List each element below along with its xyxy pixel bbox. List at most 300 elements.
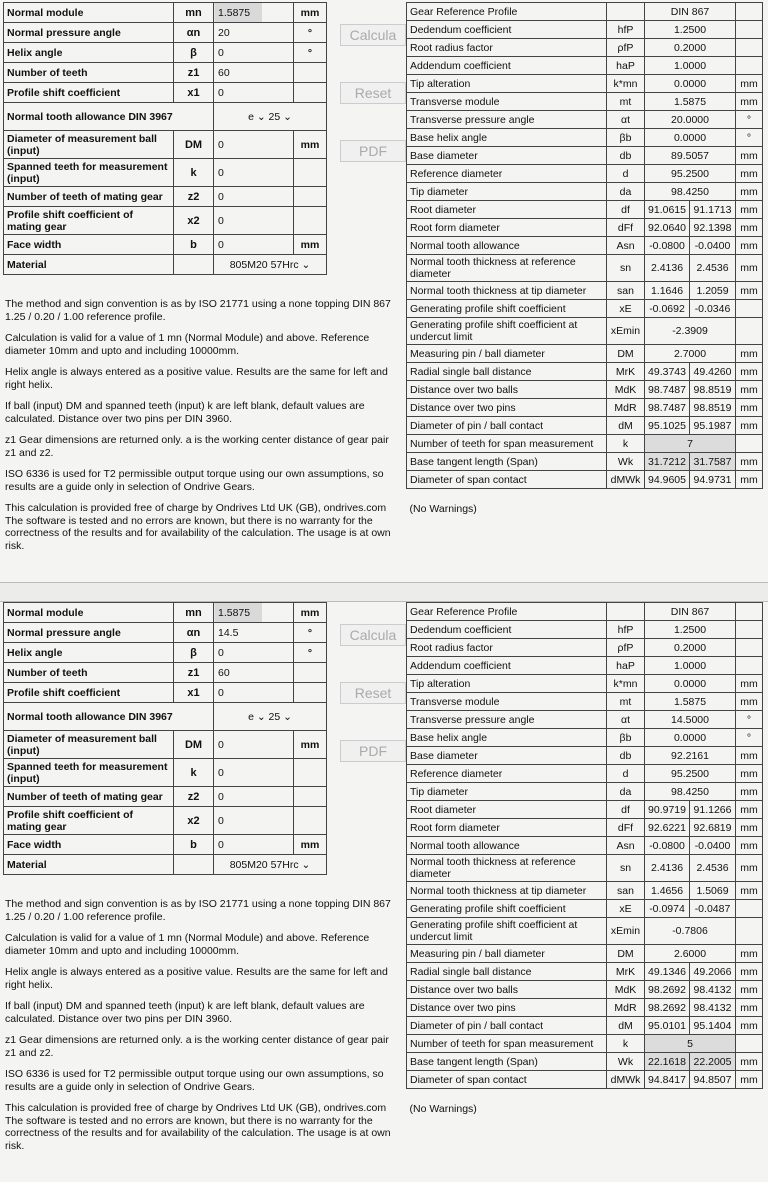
table-row [407,93,763,111]
symbol: san [607,882,645,900]
input-field[interactable]: 0 [214,807,294,835]
result-value-min: -0.0800 [645,237,690,255]
result-label: Normal tooth allowance [407,237,607,255]
unit [736,57,763,75]
result-label: Base diameter [407,747,607,765]
result-value: 20.0000 [645,111,736,129]
unit: mm [736,765,763,783]
field-label: Number of teeth of mating gear [4,787,174,807]
symbol: dFf [607,219,645,237]
symbol: k [607,1035,645,1053]
table-row [407,747,763,765]
table-row [407,945,763,963]
result-value-max: 1.5069 [690,882,736,900]
unit [736,300,763,318]
result-label: Gear Reference Profile [407,3,607,21]
result-value-max: 92.1398 [690,219,736,237]
table-row [407,783,763,801]
symbol: MdR [607,399,645,417]
symbol: xEmin [607,918,645,945]
symbol: x1 [174,683,214,703]
symbol: αt [607,111,645,129]
input-field[interactable]: 0 [214,207,294,235]
unit: mm [736,363,763,381]
result-label: Generating profile shift coefficient [407,900,607,918]
result-value-max: 2.4536 [690,255,736,282]
result-value-max: 31.7587 [690,453,736,471]
symbol: βb [607,129,645,147]
symbol: z1 [174,663,214,683]
tolerance-select[interactable]: e ⌄ 25 ⌄ [214,703,327,731]
unit: mm [736,255,763,282]
symbol: αt [607,711,645,729]
symbol: da [607,783,645,801]
result-value: 95.2500 [645,765,736,783]
table-row [4,235,327,255]
table-row [4,63,327,83]
result-value-max: 98.8519 [690,381,736,399]
result-value-max: 98.4132 [690,981,736,999]
input-field[interactable]: 0 [214,683,294,703]
result-value-min: 94.9605 [645,471,690,489]
table-row [407,1035,763,1053]
calculator-panel-1 [0,0,768,582]
result-label: Tip alteration [407,675,607,693]
unit [736,639,763,657]
symbol: Wk [607,453,645,471]
input-field[interactable]: 0 [214,759,294,787]
results-table [406,2,763,529]
table-row [407,1017,763,1035]
unit [736,318,763,345]
unit: mm [736,75,763,93]
table-row [407,819,763,837]
field-label: Normal tooth allowance DIN 3967 [4,703,214,731]
result-label: Distance over two balls [407,381,607,399]
unit: ° [736,729,763,747]
tolerance-select[interactable]: e ⌄ 25 ⌄ [214,103,327,131]
unit: mm [736,147,763,165]
symbol: DM [174,131,214,159]
input-field[interactable]: 0 [214,835,294,855]
unit: mm [736,201,763,219]
unit [736,621,763,639]
result-value: 1.0000 [645,657,736,675]
unit: mm [736,282,763,300]
result-value: DIN 867 [645,3,736,21]
result-label: Root form diameter [407,819,607,837]
result-value-max: 91.1266 [690,801,736,819]
symbol: MdK [607,381,645,399]
unit: mm [294,3,327,23]
result-label: Reference diameter [407,765,607,783]
table-row [407,963,763,981]
result-value-max: 92.6819 [690,819,736,837]
table-row [407,3,763,21]
result-value: 2.6000 [645,945,736,963]
symbol: mn [174,603,214,623]
input-field[interactable]: 60 [214,63,294,83]
input-field[interactable]: 0 [214,43,294,63]
table-row [4,855,327,875]
result-label: Normal tooth allowance [407,837,607,855]
symbol: hfP [607,621,645,639]
result-value: 2.7000 [645,345,736,363]
result-value-min: 91.0615 [645,201,690,219]
table-row [407,399,763,417]
input-field[interactable]: 14.5 [214,623,294,643]
result-value-min: 1.4656 [645,882,690,900]
result-value-min: -0.0692 [645,300,690,318]
unit [294,683,327,703]
result-label: Root diameter [407,801,607,819]
table-row [4,731,327,759]
unit [736,918,763,945]
table-row [4,131,327,159]
table-row [4,103,327,131]
unit: mm [736,981,763,999]
input-field[interactable]: 1.5875 [214,3,294,23]
field-label: Diameter of measurement ball (input) [4,731,174,759]
table-row [407,300,763,318]
table-row [4,807,327,835]
result-label: Distance over two pins [407,399,607,417]
result-value-min: 2.4136 [645,855,690,882]
field-label: Material [4,255,174,275]
symbol: dMWk [607,471,645,489]
result-label: Number of teeth for span measurement [407,1035,607,1053]
result-label: Normal tooth thickness at tip diameter [407,282,607,300]
result-label: Normal tooth thickness at reference diameter [407,255,607,282]
note: Helix angle is always entered as a positive value. Results are the same for left and right helix. [5,366,388,391]
symbol: βb [607,729,645,747]
note: This calculation is provided free of charge by Ondrives Ltd UK (GB), ondrives.com The software is tested and no errors are known, but there is no warranty for the correctness of the results and for availability of the calculation. The usage is at own risk. [5,1102,391,1152]
result-value-max: 94.8507 [690,1071,736,1089]
input-field[interactable]: 1.5875 [214,603,294,623]
result-value: 92.2161 [645,747,736,765]
unit: mm [736,165,763,183]
result-value-min: -0.0800 [645,837,690,855]
table-row [407,882,763,900]
table-row [407,165,763,183]
result-value: 0.0000 [645,729,736,747]
symbol: MrK [607,363,645,381]
pdf-button[interactable]: PDF [340,740,406,762]
table-row [407,855,763,882]
result-value: -0.7806 [645,918,736,945]
note: z1 Gear dimensions are returned only. a is the working center distance of gear pair z1 and z2. [5,1034,389,1059]
note: ISO 6336 is used for T2 permissible output torque using our own assumptions, so results are a guide only in selection of Ondrive Gears. [5,468,384,493]
unit [294,759,327,787]
unit [736,435,763,453]
symbol: db [607,147,645,165]
field-label: Normal tooth allowance DIN 3967 [4,103,214,131]
result-value: 95.2500 [645,165,736,183]
input-field[interactable]: 0 [214,787,294,807]
table-row [4,159,327,187]
symbol: dMWk [607,1071,645,1089]
table-row [4,83,327,103]
table-row [407,201,763,219]
result-label: Tip diameter [407,183,607,201]
symbol: x2 [174,807,214,835]
result-label: Root form diameter [407,219,607,237]
result-value-max: 98.4132 [690,999,736,1017]
unit: mm [736,93,763,111]
result-label: Transverse pressure angle [407,711,607,729]
unit: mm [294,603,327,623]
result-value: 89.5057 [645,147,736,165]
result-value-max: 2.4536 [690,855,736,882]
result-value-max: 49.2066 [690,963,736,981]
result-label: Root radius factor [407,39,607,57]
input-field[interactable]: 0 [214,83,294,103]
result-label: Normal tooth thickness at tip diameter [407,882,607,900]
unit: mm [736,1071,763,1089]
table-row [407,237,763,255]
symbol: k*mn [607,675,645,693]
input-field[interactable]: 0 [214,643,294,663]
table-row [407,282,763,300]
result-value: 98.4250 [645,783,736,801]
result-label: Diameter of pin / ball contact [407,417,607,435]
result-value-min: 98.7487 [645,381,690,399]
symbol: DM [174,731,214,759]
unit [294,663,327,683]
symbol: d [607,165,645,183]
table-row [407,219,763,237]
result-label: Tip diameter [407,783,607,801]
note: The method and sign convention is as by ISO 21771 using a none topping DIN 867 1.25 / 0.20 / 1.00 reference profile. [5,898,391,923]
unit: mm [736,471,763,489]
page-divider [0,582,768,602]
result-value-min: 92.6221 [645,819,690,837]
material-select[interactable]: 805M20 57Hrc ⌄ [214,255,327,275]
table-row [4,255,327,275]
field-label: Material [4,855,174,875]
unit: mm [736,219,763,237]
table-row [407,918,763,945]
unit: ° [294,643,327,663]
symbol: k [607,435,645,453]
result-label: Generating profile shift coefficient at undercut limit [407,918,607,945]
warnings-text: (No Warnings) [407,489,763,530]
unit [736,1035,763,1053]
table-row [407,111,763,129]
symbol: k [174,159,214,187]
table-row [4,3,327,23]
field-label: Diameter of measurement ball (input) [4,131,174,159]
table-row [407,657,763,675]
unit: mm [736,963,763,981]
unit [294,807,327,835]
result-label: Addendum coefficient [407,657,607,675]
unit: ° [294,23,327,43]
field-label: Profile shift coefficient [4,83,174,103]
result-value-min: 98.2692 [645,981,690,999]
symbol: dM [607,1017,645,1035]
input-field[interactable]: 20 [214,23,294,43]
symbol: xEmin [607,318,645,345]
unit: ° [736,111,763,129]
table-row [4,643,327,663]
table-row [407,183,763,201]
table-row [4,623,327,643]
table-row [407,801,763,819]
result-value-min: 90.9719 [645,801,690,819]
note: Calculation is valid for a value of 1 mn (Normal Module) and above. Reference diameter 10mm and upto and including 10000mm. [5,332,370,357]
result-value: 0.0000 [645,129,736,147]
result-label: Reference diameter [407,165,607,183]
field-label: Helix angle [4,643,174,663]
result-value-min: 94.8417 [645,1071,690,1089]
input-field[interactable]: 0 [214,131,294,159]
unit: mm [736,783,763,801]
symbol: b [174,835,214,855]
symbol: z1 [174,63,214,83]
table-row [407,147,763,165]
result-value: 1.5875 [645,93,736,111]
symbol: haP [607,657,645,675]
symbol: x1 [174,83,214,103]
unit: mm [736,945,763,963]
result-label: Base tangent length (Span) [407,453,607,471]
result-label: Distance over two balls [407,981,607,999]
result-value-max: 98.8519 [690,399,736,417]
result-label: Diameter of pin / ball contact [407,1017,607,1035]
table-row [407,837,763,855]
note: If ball (input) DM and spanned teeth (input) k are left blank, default values are calculated. Distance over two pins per DIN 3960. [5,400,365,425]
symbol: db [607,747,645,765]
reset-button[interactable]: Reset [340,82,406,104]
result-value-min: 95.1025 [645,417,690,435]
results-table [406,602,763,1129]
field-label: Spanned teeth for measurement (input) [4,759,174,787]
unit [294,83,327,103]
symbol: xE [607,900,645,918]
result-value: 1.2500 [645,21,736,39]
result-value-min: 31.7212 [645,453,690,471]
note: Helix angle is always entered as a positive value. Results are the same for left and right helix. [5,966,388,991]
notes-text [5,898,397,1161]
result-label: Base tangent length (Span) [407,1053,607,1071]
input-field[interactable]: 0 [214,235,294,255]
field-label: Profile shift coefficient of mating gear [4,807,174,835]
table-row [4,703,327,731]
input-field[interactable]: 60 [214,663,294,683]
field-label: Number of teeth [4,63,174,83]
table-row [407,1071,763,1089]
symbol: Asn [607,237,645,255]
result-label: Diameter of span contact [407,1071,607,1089]
symbol [174,255,214,275]
symbol: αn [174,623,214,643]
result-value-min: 98.2692 [645,999,690,1017]
table-row [4,207,327,235]
result-value-max: -0.0487 [690,900,736,918]
unit: mm [294,731,327,759]
warnings-row [407,489,763,530]
note: The method and sign convention is as by ISO 21771 using a none topping DIN 867 1.25 / 0.20 / 1.00 reference profile. [5,298,391,323]
field-label: Profile shift coefficient [4,683,174,703]
table-row [407,471,763,489]
symbol: sn [607,255,645,282]
result-label: Dedendum coefficient [407,621,607,639]
result-value-max: 49.4260 [690,363,736,381]
unit: ° [294,43,327,63]
symbol: ρfP [607,639,645,657]
symbol: sn [607,855,645,882]
unit: mm [736,1053,763,1071]
result-value-min: -0.0974 [645,900,690,918]
calculate-button[interactable]: Calcula [340,24,406,46]
reset-button[interactable]: Reset [340,682,406,704]
result-value-min: 2.4136 [645,255,690,282]
table-row [407,639,763,657]
unit: mm [736,453,763,471]
table-row [407,981,763,999]
unit: mm [294,131,327,159]
result-value-min: 92.0640 [645,219,690,237]
input-field[interactable]: 0 [214,187,294,207]
symbol: x2 [174,207,214,235]
unit [294,63,327,83]
warnings-text: (No Warnings) [407,1089,763,1130]
result-label: Root diameter [407,201,607,219]
table-row [4,43,327,63]
field-label: Face width [4,235,174,255]
result-value-max: -0.0400 [690,837,736,855]
table-row [407,621,763,639]
material-select[interactable]: 805M20 57Hrc ⌄ [214,855,327,875]
unit: mm [736,693,763,711]
table-row [407,435,763,453]
result-value: 1.0000 [645,57,736,75]
input-table [3,2,327,275]
symbol: df [607,801,645,819]
symbol: k [174,759,214,787]
unit: mm [736,417,763,435]
result-value-min: 95.0101 [645,1017,690,1035]
unit: mm [736,837,763,855]
result-label: Transverse module [407,693,607,711]
field-label: Face width [4,835,174,855]
unit: mm [736,819,763,837]
input-field[interactable]: 0 [214,731,294,759]
table-row [4,187,327,207]
input-field[interactable]: 0 [214,159,294,187]
result-label: Transverse module [407,93,607,111]
result-label: Base helix angle [407,129,607,147]
unit: mm [736,855,763,882]
unit [294,207,327,235]
symbol: β [174,43,214,63]
field-label: Number of teeth [4,663,174,683]
result-label: Tip alteration [407,75,607,93]
result-value: 5 [645,1035,736,1053]
pdf-button[interactable]: PDF [340,140,406,162]
table-row [407,75,763,93]
calculate-button[interactable]: Calcula [340,624,406,646]
table-row [407,363,763,381]
result-value: 7 [645,435,736,453]
warnings-row [407,1089,763,1130]
unit: ° [294,623,327,643]
result-value: 0.2000 [645,39,736,57]
result-value-max: 95.1404 [690,1017,736,1035]
table-row [407,675,763,693]
result-value: DIN 867 [645,603,736,621]
